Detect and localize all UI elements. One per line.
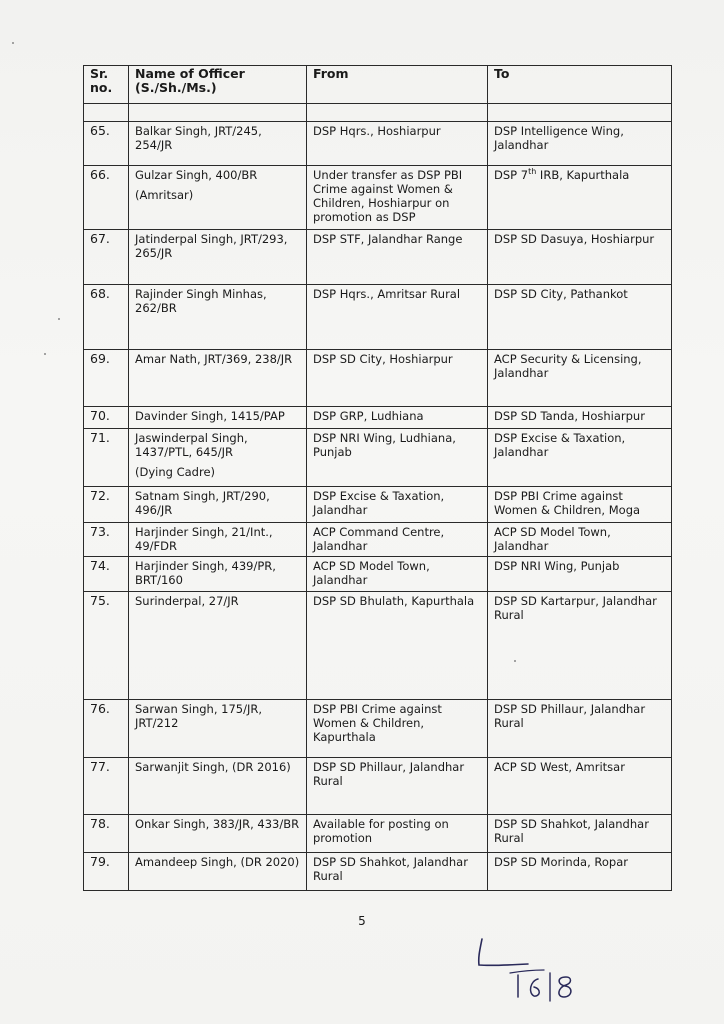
officer-name-note: (Amritsar) xyxy=(135,188,194,202)
scan-speck xyxy=(44,353,46,355)
table-row xyxy=(84,758,672,815)
table-row xyxy=(84,166,672,230)
officer-name-note: (Dying Cadre) xyxy=(135,465,216,479)
row-officer-name: Harjinder Singh, 21/Int., 49/FDR xyxy=(129,523,307,557)
row-sr: 70. xyxy=(84,407,129,429)
row-from: Under transfer as DSP PBI Crime against Women & Children, Hoshiarpur on promotion as DSP xyxy=(307,166,488,230)
row-officer-name xyxy=(129,429,307,487)
row-sr: 66. xyxy=(84,166,129,230)
table-header-row xyxy=(84,66,672,104)
row-to: DSP Intelligence Wing, Jalandhar xyxy=(488,122,672,166)
table-row xyxy=(84,285,672,350)
table-row xyxy=(84,122,672,166)
table-row xyxy=(84,429,672,487)
row-officer-name: Davinder Singh, 1415/PAP xyxy=(129,407,307,429)
row-sr: 71. xyxy=(84,429,129,487)
row-sr: 76. xyxy=(84,700,129,758)
row-officer-name xyxy=(129,166,307,230)
row-sr: 69. xyxy=(84,350,129,407)
row-sr: 79. xyxy=(84,853,129,891)
table-row xyxy=(84,230,672,285)
to-text-post: IRB, Kapurthala xyxy=(536,168,630,182)
row-from: DSP NRI Wing, Ludhiana, Punjab xyxy=(307,429,488,487)
row-from: ACP Command Centre, Jalandhar xyxy=(307,523,488,557)
table-row xyxy=(84,853,672,891)
row-to xyxy=(488,166,672,230)
row-to: DSP SD Dasuya, Hoshiarpur xyxy=(488,230,672,285)
table-row xyxy=(84,815,672,853)
row-to: DSP SD Shahkot, Jalandhar Rural xyxy=(488,815,672,853)
table-row xyxy=(84,592,672,700)
row-officer-name: Amar Nath, JRT/369, 238/JR xyxy=(129,350,307,407)
row-to: DSP SD City, Pathankot xyxy=(488,285,672,350)
row-to: DSP SD Kartarpur, Jalandhar Rural xyxy=(488,592,672,700)
row-from: DSP PBI Crime against Women & Children, Kapurthala xyxy=(307,700,488,758)
row-officer-name: Rajinder Singh Minhas, 262/BR xyxy=(129,285,307,350)
row-to: ACP Security & Licensing, Jalandhar xyxy=(488,350,672,407)
row-from: DSP SD City, Hoshiarpur xyxy=(307,350,488,407)
header-to: To xyxy=(488,66,672,104)
row-officer-name: Sarwan Singh, 175/JR, JRT/212 xyxy=(129,700,307,758)
row-sr: 68. xyxy=(84,285,129,350)
row-from: Available for posting on promotion xyxy=(307,815,488,853)
to-superscript: th xyxy=(528,167,537,177)
row-from: DSP Hqrs., Hoshiarpur xyxy=(307,122,488,166)
row-officer-name: Jatinderpal Singh, JRT/293, 265/JR xyxy=(129,230,307,285)
handwritten-signature xyxy=(470,935,590,1005)
row-officer-name: Surinderpal, 27/JR xyxy=(129,592,307,700)
row-sr: 65. xyxy=(84,122,129,166)
row-to: DSP SD Morinda, Ropar xyxy=(488,853,672,891)
row-to: DSP Excise & Taxation, Jalandhar xyxy=(488,429,672,487)
row-from: DSP GRP, Ludhiana xyxy=(307,407,488,429)
row-from: DSP SD Bhulath, Kapurthala xyxy=(307,592,488,700)
row-from: DSP Hqrs., Amritsar Rural xyxy=(307,285,488,350)
header-sr-no: Sr. no. xyxy=(84,66,129,104)
row-from: DSP SD Shahkot, Jalandhar Rural xyxy=(307,853,488,891)
row-from: DSP Excise & Taxation, Jalandhar xyxy=(307,487,488,523)
officer-name-text: Gulzar Singh, 400/BR xyxy=(135,168,258,182)
table-row xyxy=(84,487,672,523)
row-to: DSP SD Tanda, Hoshiarpur xyxy=(488,407,672,429)
table-spacer-row xyxy=(84,104,672,122)
row-sr: 77. xyxy=(84,758,129,815)
row-to: DSP NRI Wing, Punjab xyxy=(488,557,672,592)
row-officer-name: Sarwanjit Singh, (DR 2016) xyxy=(129,758,307,815)
table-row xyxy=(84,557,672,592)
row-sr: 75. xyxy=(84,592,129,700)
row-to: DSP PBI Crime against Women & Children, Moga xyxy=(488,487,672,523)
page-number: 5 xyxy=(358,914,366,928)
row-sr: 78. xyxy=(84,815,129,853)
row-from: ACP SD Model Town, Jalandhar xyxy=(307,557,488,592)
scan-speck xyxy=(12,42,14,44)
to-text-pre: DSP 7 xyxy=(494,168,529,182)
row-officer-name: Onkar Singh, 383/JR, 433/BR xyxy=(129,815,307,853)
row-to: DSP SD Phillaur, Jalandhar Rural xyxy=(488,700,672,758)
row-officer-name: Harjinder Singh, 439/PR, BRT/160 xyxy=(129,557,307,592)
header-from: From xyxy=(307,66,488,104)
table-row xyxy=(84,350,672,407)
row-officer-name: Amandeep Singh, (DR 2020) xyxy=(129,853,307,891)
row-to: ACP SD Model Town, Jalandhar xyxy=(488,523,672,557)
row-officer-name: Balkar Singh, JRT/245, 254/JR xyxy=(129,122,307,166)
table-row xyxy=(84,700,672,758)
row-sr: 72. xyxy=(84,487,129,523)
row-sr: 73. xyxy=(84,523,129,557)
transfer-table xyxy=(83,65,672,891)
header-name-line1: Name of Officer xyxy=(135,66,245,81)
header-name-line2: (S./Sh./Ms.) xyxy=(135,80,217,95)
officer-name-text: Jaswinderpal Singh, 1437/PTL, 645/JR xyxy=(135,431,248,459)
scan-speck xyxy=(58,318,60,320)
table-row xyxy=(84,523,672,557)
row-sr: 74. xyxy=(84,557,129,592)
table-row xyxy=(84,407,672,429)
row-from: DSP STF, Jalandhar Range xyxy=(307,230,488,285)
row-to: ACP SD West, Amritsar xyxy=(488,758,672,815)
scan-speck xyxy=(514,660,516,662)
row-from: DSP SD Phillaur, Jalandhar Rural xyxy=(307,758,488,815)
row-officer-name: Satnam Singh, JRT/290, 496/JR xyxy=(129,487,307,523)
header-name-of-officer xyxy=(129,66,307,104)
row-sr: 67. xyxy=(84,230,129,285)
